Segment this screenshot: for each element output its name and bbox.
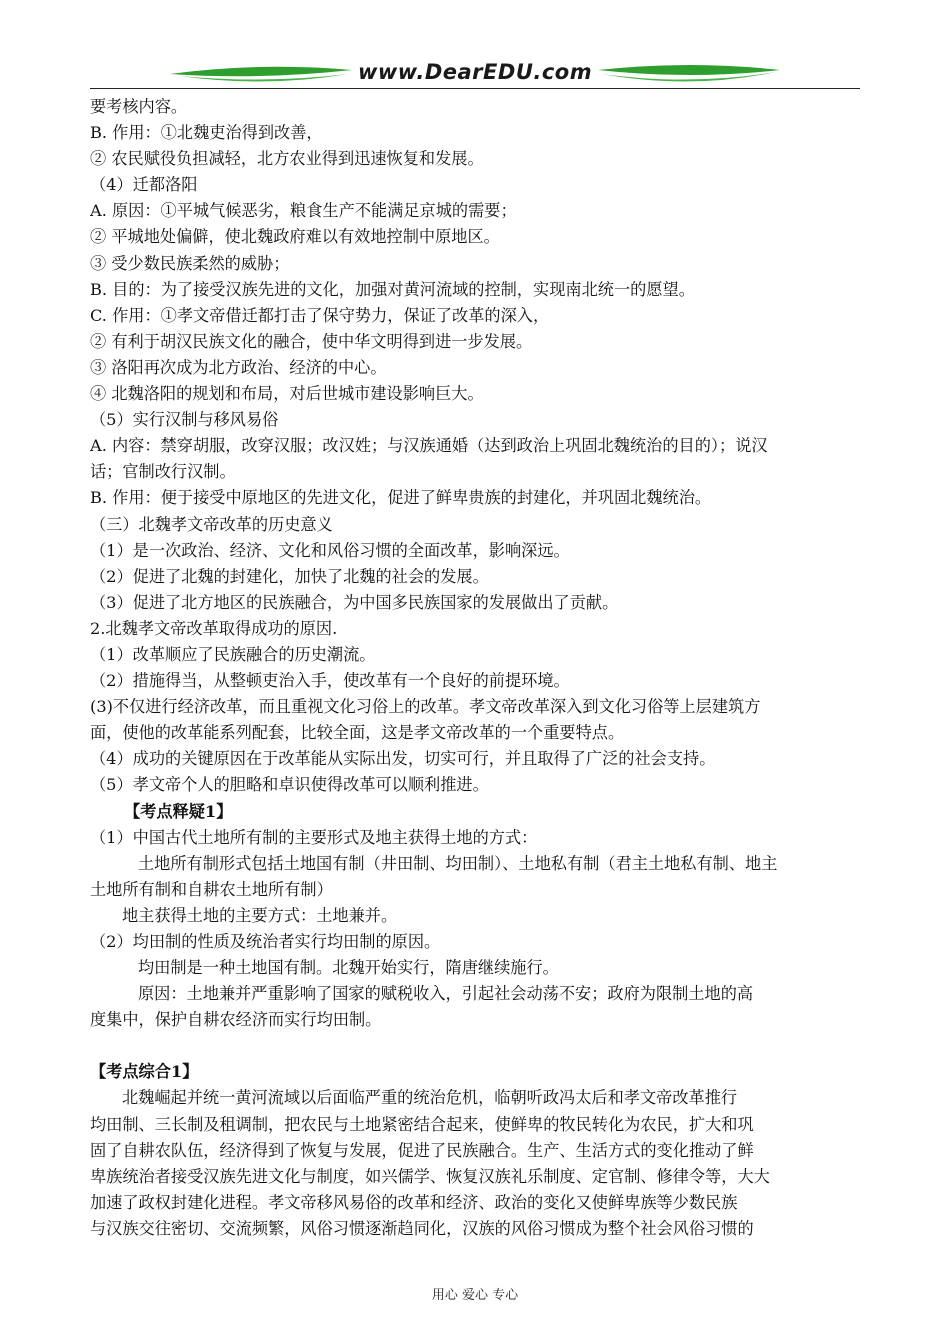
section2-line: 卑族统治者接受汉族先进文化与制度，如兴儒学、恢复汉族礼乐制度、定官制、修律令等，大大 xyxy=(90,1166,770,1186)
body-line: （4）迁都洛阳 xyxy=(90,175,198,195)
blank-line xyxy=(90,1033,862,1059)
body-line: （5）孝文帝个人的胆略和卓识使得改革可以顺利推进。 xyxy=(90,775,489,795)
section1-line: 土地所有制和自耕农土地所有制） xyxy=(90,879,333,899)
page-header xyxy=(90,58,860,90)
header-rule xyxy=(90,88,860,89)
body-line: （2）促进了北魏的封建化，加快了北魏的社会的发展。 xyxy=(90,566,489,586)
section1-line: 原因：土地兼并严重影响了国家的赋税收入，引起社会动荡不安；政府为限制土地的高 xyxy=(138,984,754,1004)
section1-line: 地主获得土地的主要方式：土地兼并。 xyxy=(122,905,398,925)
body-line: 2.北魏孝文帝改革取得成功的原因. xyxy=(90,618,338,638)
section2-line: 与汉族交往密切、交流频繁，风俗习惯逐渐趋同化，汉族的风俗习惯成为整个社会风俗习惯的 xyxy=(90,1218,754,1238)
body-line: 话；官制改行汉制。 xyxy=(90,462,236,482)
body-line: C. 作用：①孝文帝借迁都打击了保守势力，保证了改革的深入， xyxy=(90,305,550,325)
body-line: A. 原因：①平城气候恶劣，粮食生产不能满足京城的需要； xyxy=(90,201,517,221)
body-line: （4）成功的关键原因在于改革能从实际出发，切实可行，并且取得了广泛的社会支持。 xyxy=(90,749,716,769)
section1-line: 均田制是一种土地国有制。北魏开始实行，隋唐继续施行。 xyxy=(138,958,559,978)
body-line: ② 农民赋役负担减轻，北方农业得到迅速恢复和发展。 xyxy=(90,149,484,169)
page-footer: 用心 爱心 专心 xyxy=(431,1288,519,1303)
body-line: 要考核内容。 xyxy=(90,97,188,116)
body-line: ② 有利于胡汉民族文化的融合，使中华文明得到进一步发展。 xyxy=(90,331,533,351)
body-line: B. 作用：①北魏吏治得到改善， xyxy=(90,123,323,143)
section-title-explain: 【考点释疑1】 xyxy=(124,801,233,821)
body-line: （1）改革顺应了民族融合的历史潮流。 xyxy=(90,644,376,664)
section1-line: 度集中，保护自耕农经济而实行均田制。 xyxy=(90,1010,382,1030)
document-body xyxy=(90,94,862,1242)
body-line: ③ 洛阳再次成为北方政治、经济的中心。 xyxy=(90,357,387,377)
section-title-synthesis: 【考点综合1】 xyxy=(90,1062,199,1082)
left-swoosh xyxy=(170,67,352,76)
body-line: （5）实行汉制与移风易俗 xyxy=(90,410,279,430)
section2-line: 加速了政权封建化进程。孝文帝移风易俗的改革和经济、政治的变化又使鲜卑族等少数民族 xyxy=(90,1192,738,1212)
body-line: ③ 受少数民族柔然的威胁； xyxy=(90,253,290,273)
site-logo-text: www.DearEDU.com xyxy=(358,60,593,84)
right-swoosh xyxy=(598,65,780,75)
section2-line: 固了自耕农队伍，经济得到了恢复与发展，促进了民族融合。生产、生活方式的变化推动了鲜 xyxy=(90,1140,754,1160)
body-line: B. 作用：便于接受中原地区的先进文化，促进了鲜卑贵族的封建化，并巩固北魏统治。 xyxy=(90,488,712,508)
body-line: A. 内容：禁穿胡服，改穿汉服；改汉姓；与汉族通婚（达到政治上巩固北魏统治的目的）；说汉 xyxy=(90,436,768,456)
body-line: （2）措施得当，从整顿吏治入手，使改革有一个良好的前提环境。 xyxy=(90,671,570,691)
body-line: （三）北魏孝文帝改革的历史意义 xyxy=(90,514,333,534)
body-line: （1）是一次政治、经济、文化和风俗习惯的全面改革，影响深远。 xyxy=(90,540,570,560)
section2-line: 北魏崛起并统一黄河流域以后面临严重的统治危机，临朝听政冯太后和孝文帝改革推行 xyxy=(122,1088,738,1108)
section1-line: （1）中国古代土地所有制的主要形式及地主获得土地的方式： xyxy=(90,827,538,847)
section2-line: 均田制、三长制及租调制，把农民与土地紧密结合起来，使鲜卑的牧民转化为农民，扩大和巩 xyxy=(90,1114,754,1134)
body-line: (3)不仅进行经济改革，而且重视文化习俗上的改革。孝文帝改革深入到文化习俗等上层建筑方 xyxy=(90,697,761,717)
body-line: ④ 北魏洛阳的规划和布局，对后世城市建设影响巨大。 xyxy=(90,384,484,404)
body-line: （3）促进了北方地区的民族融合，为中国多民族国家的发展做出了贡献。 xyxy=(90,592,619,612)
section1-line: 土地所有制形式包括土地国有制（井田制、均田制）、土地私有制（君主土地私有制、地主 xyxy=(138,853,778,873)
section1-line: （2）均田制的性质及统治者实行均田制的原因。 xyxy=(90,932,441,951)
body-line: B. 目的：为了接受汉族先进的文化，加强对黄河流域的控制，实现南北统一的愿望。 xyxy=(90,279,695,299)
body-line: ② 平城地处偏僻，使北魏政府难以有效地控制中原地区。 xyxy=(90,227,500,247)
body-line: 面，使他的改革能系列配套，比较全面，这是孝文帝改革的一个重要特点。 xyxy=(90,723,625,743)
